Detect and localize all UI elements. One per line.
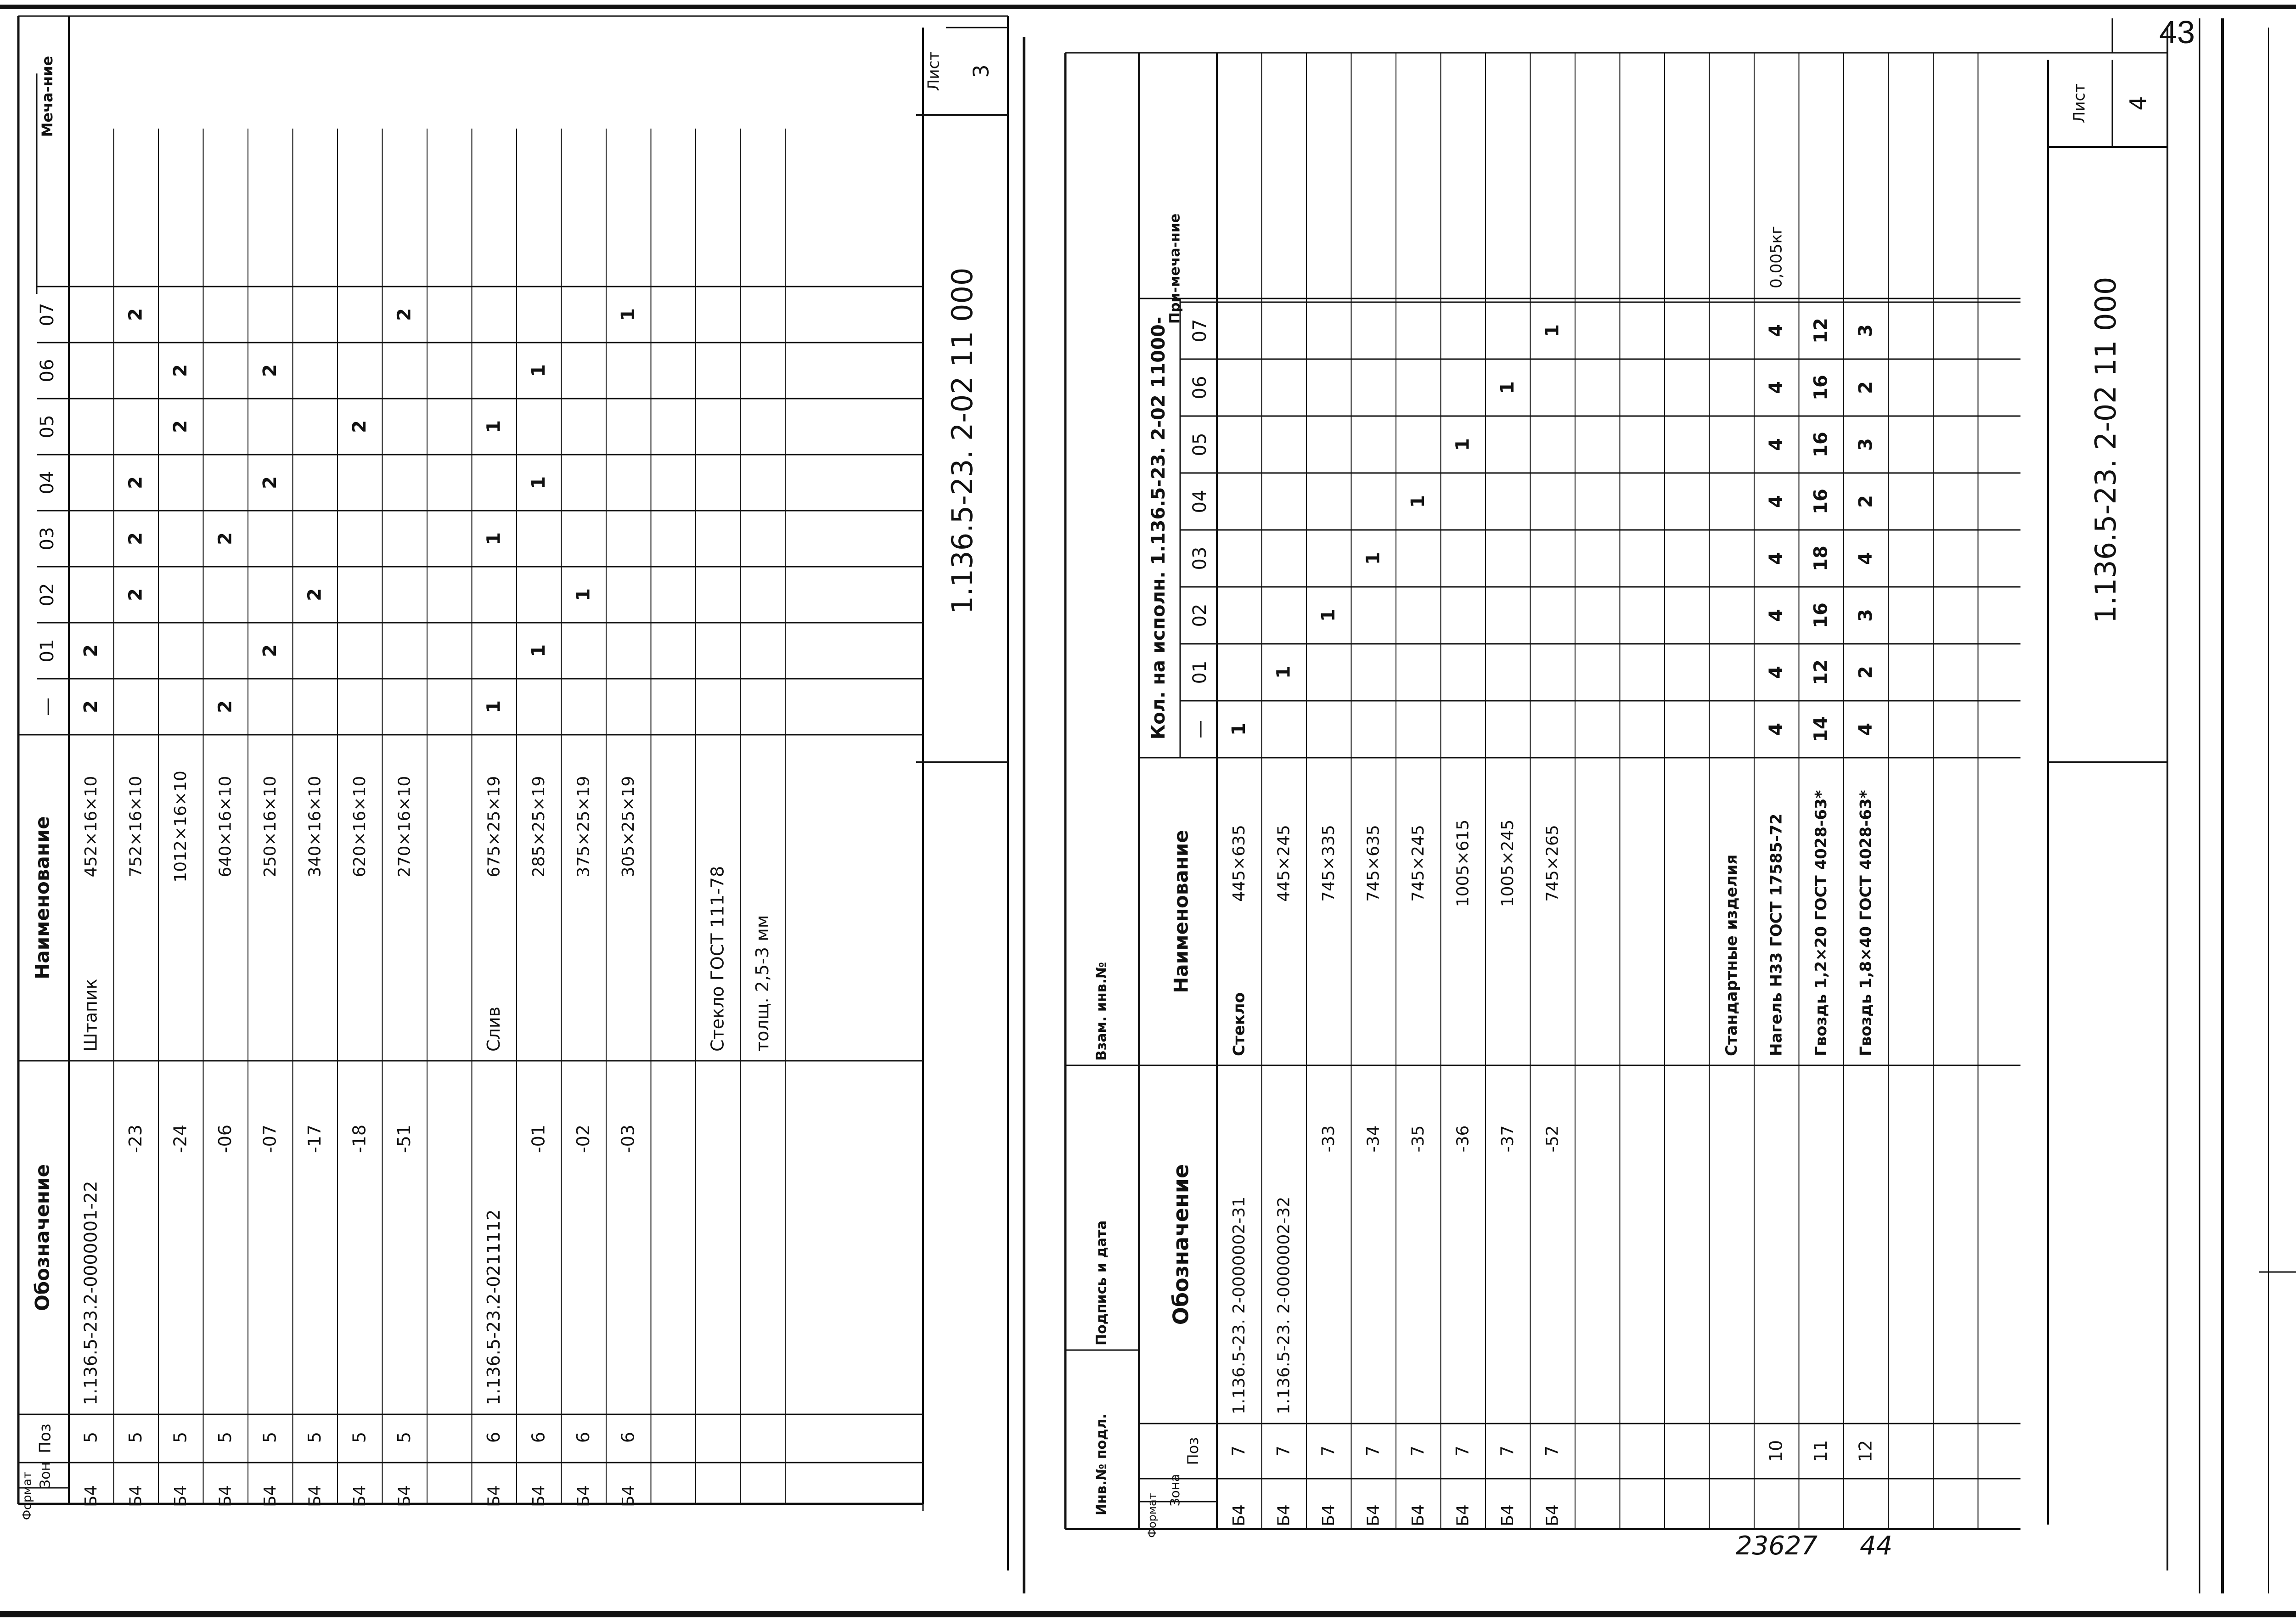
- cell-quantity: 3: [1855, 609, 1876, 622]
- cell-dimensions: 1005×245: [1498, 819, 1517, 907]
- cell-quantity: 4: [1766, 381, 1787, 394]
- cell-dimensions: 745×635: [1364, 825, 1383, 902]
- stamp-signature-date: Подпись и дата: [1093, 1220, 1110, 1345]
- cell-dimensions: 305×25×19: [619, 776, 638, 878]
- cell-pos: 5: [125, 1431, 146, 1443]
- header-zone: Зона: [1167, 1474, 1182, 1507]
- cell-quantity: 1: [1228, 723, 1249, 736]
- cell-quantity: 2: [259, 364, 281, 377]
- cell-quantity: 14: [1810, 716, 1832, 742]
- cell-dimensions: 445×635: [1230, 825, 1249, 902]
- cell-designation: -35: [1409, 1125, 1428, 1153]
- header-zone: Зон: [37, 1462, 54, 1489]
- cell-designation: -07: [259, 1124, 280, 1154]
- cell-designation: -36: [1453, 1125, 1473, 1153]
- cell-quantity: 1: [618, 308, 639, 321]
- sheet-label: Лист: [924, 51, 943, 91]
- cell-pos: 7: [1542, 1445, 1562, 1457]
- cell-name: Стекло: [1230, 992, 1249, 1056]
- cell-quantity: 16: [1810, 375, 1832, 400]
- cell-designation: -51: [394, 1124, 414, 1154]
- cell-quantity: 2: [170, 364, 191, 377]
- cell-quantity: 2: [214, 532, 236, 545]
- cell-pos: 7: [1228, 1445, 1249, 1457]
- cell-quantity: 16: [1810, 489, 1832, 514]
- handwritten-inventory-number: 23627: [1736, 1531, 1818, 1561]
- cell-quantity: 1: [1273, 666, 1294, 679]
- cell-quantity: 2: [80, 700, 101, 713]
- cell-quantity: 4: [1766, 666, 1787, 679]
- cell-pos: 5: [304, 1431, 325, 1443]
- cell-name: Гвоздь 1,2×20 ГОСТ 4028-63*: [1812, 790, 1830, 1056]
- cell-quantity: 1: [528, 476, 549, 489]
- variant-header: 05: [1189, 433, 1210, 456]
- header-note: При-меча-ние: [1167, 213, 1183, 324]
- cell-pos: 10: [1766, 1440, 1786, 1463]
- cell-note: 0,005кг: [1767, 226, 1786, 288]
- header-designation: Обозначение: [1168, 1164, 1193, 1325]
- cell-designation: -01: [528, 1124, 549, 1154]
- scan-artifacts: [0, 7, 2296, 1614]
- cell-dimensions: 745×245: [1409, 825, 1428, 902]
- cell-quantity: 1: [1318, 609, 1339, 622]
- cell-quantity: 2: [125, 476, 146, 489]
- cell-quantity: 2: [259, 644, 281, 657]
- variant-header: —: [1189, 720, 1210, 738]
- cell-format: Б4: [350, 1485, 369, 1507]
- header-name: Наименование: [1170, 830, 1193, 993]
- variant-header: 02: [1189, 603, 1210, 627]
- header-format: Формат: [20, 1471, 34, 1520]
- cell-designation: -02: [573, 1124, 593, 1154]
- cell-name: Стандартные изделия: [1722, 854, 1741, 1056]
- cell-dimensions: 1005×615: [1453, 819, 1473, 907]
- cell-format: Б4: [1453, 1504, 1473, 1526]
- cell-designation: -03: [618, 1124, 638, 1154]
- variant-header: 06: [1189, 376, 1210, 400]
- cell-dimensions: 452×16×10: [82, 776, 101, 878]
- cell-designation: 1.136.5-23.2-0000001-22: [80, 1181, 101, 1405]
- cell-designation: -18: [349, 1124, 370, 1154]
- cell-dimensions: 270×16×10: [395, 776, 414, 878]
- variant-header: 04: [1189, 490, 1210, 513]
- cell-pos: 5: [259, 1431, 280, 1443]
- cell-format: Б4: [1498, 1504, 1517, 1526]
- variant-header: 06: [37, 359, 58, 383]
- cell-quantity: 2: [125, 588, 146, 601]
- header-pos: Поз: [1184, 1437, 1202, 1465]
- cell-pos: 12: [1855, 1440, 1876, 1463]
- cell-designation: -52: [1543, 1125, 1562, 1153]
- cell-pos: 7: [1363, 1445, 1383, 1457]
- variant-header: 07: [37, 303, 58, 326]
- cell-designation: -24: [170, 1124, 191, 1154]
- variant-header: 02: [37, 583, 58, 607]
- cell-quantity: 18: [1810, 546, 1832, 571]
- sheet-label: Лист: [2070, 83, 2089, 124]
- cell-designation: -37: [1498, 1125, 1517, 1153]
- cell-dimensions: 640×16×10: [216, 776, 235, 878]
- cell-designation: -34: [1364, 1125, 1383, 1153]
- variant-header: 01: [1189, 660, 1210, 684]
- cell-quantity: 2: [125, 532, 146, 545]
- header-name: Наименование: [31, 816, 54, 979]
- cell-quantity: 4: [1766, 723, 1787, 736]
- cell-quantity: 4: [1766, 495, 1787, 508]
- cell-quantity: 4: [1855, 552, 1876, 565]
- cell-quantity: 2: [1855, 381, 1876, 394]
- corner-page-number: 43: [2159, 14, 2195, 50]
- header-format: Формат: [1146, 1493, 1159, 1538]
- cell-quantity: 4: [1766, 438, 1787, 451]
- cell-dimensions: 745×335: [1319, 825, 1338, 902]
- cell-format: Б4: [1543, 1504, 1562, 1526]
- cell-name: Нагель Н33 ГОСТ 17585-72: [1767, 813, 1786, 1056]
- document-code: 1.136.5-23. 2-02 11 000: [2089, 276, 2123, 624]
- cell-pos: 6: [573, 1431, 593, 1443]
- variant-header: 07: [1189, 319, 1210, 343]
- cell-quantity: 1: [1407, 495, 1429, 508]
- cell-pos: 5: [80, 1431, 101, 1443]
- cell-pos: 5: [170, 1431, 191, 1443]
- cell-quantity: 2: [214, 700, 236, 713]
- cell-designation: -17: [304, 1124, 325, 1154]
- cell-pos: 5: [394, 1431, 414, 1443]
- cell-format: Б4: [395, 1485, 414, 1507]
- cell-quantity: 1: [483, 420, 505, 433]
- cell-dimensions: 375×25×19: [574, 776, 593, 878]
- cell-designation: 1.136.5-23. 2-0000002-31: [1230, 1196, 1249, 1414]
- cell-designation: -33: [1319, 1125, 1338, 1153]
- variant-header: —: [37, 698, 58, 716]
- cell-pos: 7: [1407, 1445, 1428, 1457]
- cell-dimensions: 620×16×10: [350, 776, 369, 878]
- cell-quantity: 2: [1855, 666, 1876, 679]
- cell-pos: 5: [349, 1431, 370, 1443]
- cell-quantity: 1: [573, 588, 594, 601]
- cell-name: Гвоздь 1,8×40 ГОСТ 4028-63*: [1857, 790, 1875, 1056]
- cell-quantity: 1: [528, 364, 549, 377]
- cell-format: Б4: [1230, 1504, 1249, 1526]
- cell-quantity: 2: [394, 308, 415, 321]
- cell-quantity: 2: [80, 644, 101, 657]
- header-note: Меча-ние: [39, 56, 56, 137]
- cell-format: Б4: [1364, 1504, 1383, 1526]
- header-pos: Поз: [36, 1424, 55, 1453]
- cell-format: Б4: [1274, 1504, 1294, 1526]
- cell-quantity: 16: [1810, 432, 1832, 457]
- cell-quantity: 4: [1766, 552, 1787, 565]
- cell-dimensions: 1012×16×10: [171, 771, 190, 883]
- cell-quantity: 16: [1810, 602, 1832, 628]
- cell-quantity: 2: [349, 420, 370, 433]
- cell-dimensions: 445×245: [1274, 825, 1294, 902]
- cell-designation: -23: [125, 1124, 146, 1154]
- cell-name: Стекло ГОСТ 111-78: [707, 866, 728, 1052]
- cell-quantity: 2: [304, 588, 326, 601]
- cell-designation: 1.136.5-23. 2-0000002-32: [1274, 1196, 1294, 1414]
- cell-designation: -06: [215, 1124, 235, 1154]
- cell-quantity: 4: [1766, 609, 1787, 622]
- variant-header: 01: [37, 639, 58, 663]
- cell-dimensions: 745×265: [1543, 825, 1562, 902]
- cell-quantity: 12: [1810, 659, 1832, 685]
- cell-quantity: 1: [1542, 324, 1563, 337]
- cell-format: Б4: [261, 1485, 280, 1507]
- sheet-number: 3: [968, 64, 994, 78]
- cell-quantity: 2: [259, 476, 281, 489]
- cell-pos: 6: [618, 1431, 638, 1443]
- cell-quantity: 12: [1810, 318, 1832, 343]
- cell-pos: 7: [1273, 1445, 1294, 1457]
- stamp-inv-original: Инв.№ подл.: [1093, 1413, 1110, 1515]
- cell-name: Слив: [484, 1007, 504, 1052]
- cell-pos: 7: [1452, 1445, 1473, 1457]
- cell-format: Б4: [619, 1485, 638, 1507]
- cell-name: Штапик: [80, 979, 101, 1052]
- cell-quantity: 1: [483, 700, 505, 713]
- cell-format: Б4: [126, 1485, 146, 1507]
- cell-format: Б4: [305, 1485, 325, 1507]
- variant-header: 03: [37, 527, 58, 551]
- cell-quantity: 4: [1855, 723, 1876, 736]
- cell-quantity: 2: [125, 308, 146, 321]
- variant-header: 03: [1189, 546, 1210, 570]
- cell-quantity: 1: [1497, 381, 1518, 394]
- cell-quantity: 4: [1766, 324, 1787, 337]
- cell-quantity: 3: [1855, 438, 1876, 451]
- cell-pos: 7: [1318, 1445, 1339, 1457]
- cell-pos: 5: [215, 1431, 235, 1443]
- cell-format: Б4: [529, 1485, 548, 1507]
- cell-format: Б4: [171, 1485, 190, 1507]
- cell-designation: 1.136.5-23.2-0211112: [484, 1209, 504, 1405]
- header-designation: Обозначение: [31, 1164, 54, 1311]
- header-quantity: Кол. на исполн. 1.136.5-23. 2-02 11000-: [1148, 316, 1169, 740]
- cell-quantity: 3: [1855, 324, 1876, 337]
- cell-dimensions: 285×25×19: [529, 776, 548, 878]
- cell-quantity: 2: [1855, 495, 1876, 508]
- document-code: 1.136.5-23. 2-02 11 000: [945, 267, 979, 614]
- cell-format: Б4: [216, 1485, 235, 1507]
- cell-format: Б4: [82, 1485, 101, 1507]
- cell-format: Б4: [1409, 1504, 1428, 1526]
- cell-quantity: 1: [1452, 438, 1474, 451]
- stamp-replace-inv: Взам. инв.№: [1093, 962, 1110, 1061]
- sheet-number: 4: [2125, 96, 2152, 111]
- variant-header: 04: [37, 471, 58, 495]
- cell-pos: 6: [484, 1431, 504, 1443]
- cell-pos: 11: [1811, 1440, 1831, 1463]
- handwritten-page-number: 44: [1860, 1531, 1893, 1561]
- cell-format: Б4: [484, 1485, 504, 1507]
- variant-header: 05: [37, 415, 58, 439]
- cell-quantity: 2: [170, 420, 191, 433]
- right-specification-sheet: [1065, 28, 2167, 1570]
- cell-quantity: 1: [1362, 552, 1384, 565]
- cell-format: Б4: [1319, 1504, 1338, 1526]
- cell-quantity: 1: [528, 644, 549, 657]
- cell-dimensions: 675×25×19: [484, 776, 504, 878]
- cell-format: Б4: [574, 1485, 593, 1507]
- cell-pos: 7: [1497, 1445, 1518, 1457]
- cell-dimensions: 250×16×10: [261, 776, 280, 878]
- cell-quantity: 1: [483, 532, 505, 545]
- left-specification-sheet: [18, 16, 1008, 1570]
- cell-dimensions: 752×16×10: [126, 776, 146, 878]
- cell-pos: 6: [528, 1431, 549, 1443]
- cell-name: толщ. 2,5-3 мм: [752, 915, 772, 1052]
- cell-dimensions: 340×16×10: [305, 776, 325, 878]
